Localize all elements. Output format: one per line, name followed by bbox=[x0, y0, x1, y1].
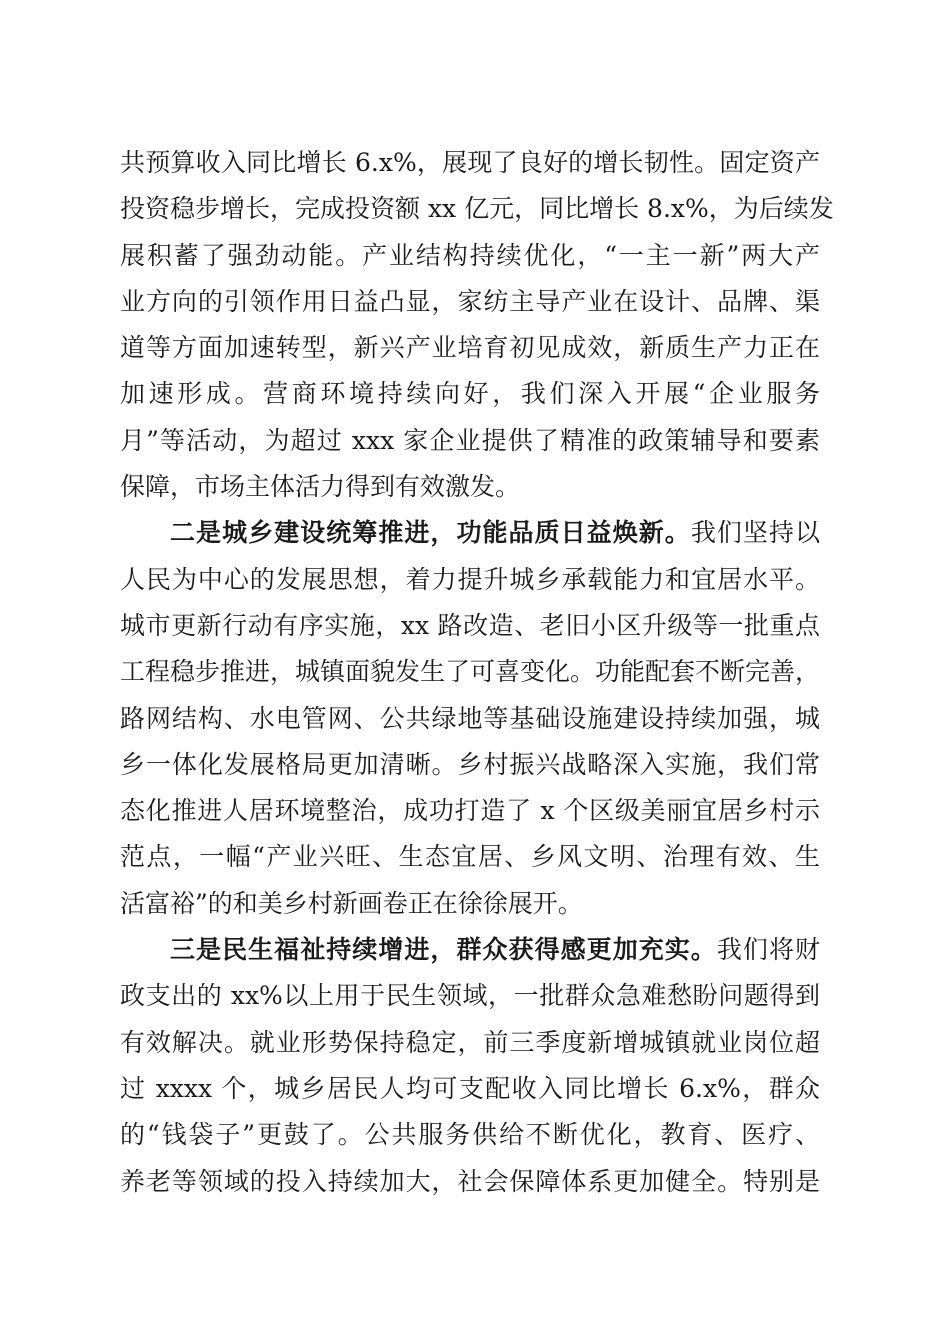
text-line: 路网结构、水电管网、公共绿地等基础设施建设持续加强，城 bbox=[120, 703, 820, 733]
text-line: 的“钱袋子”更鼓了。公共服务供给不断优化，教育、医疗、 bbox=[120, 1120, 820, 1150]
document-page bbox=[120, 140, 834, 1205]
text-line: 范点，一幅“产业兴旺、生态宜居、乡风文明、治理有效、生 bbox=[120, 842, 820, 872]
text-line: 人民为中心的发展思想，着力提升城乡承载能力和宜居水平。 bbox=[120, 564, 820, 594]
text-run: 我们将财 bbox=[716, 935, 820, 965]
text-line: 养老等领域的投入持续加大，社会保障体系更加健全。特别是 bbox=[120, 1166, 820, 1196]
paragraph-urban-rural bbox=[120, 510, 820, 927]
paragraph-first-line bbox=[120, 510, 820, 556]
text-line: 有效解决。就业形势保持稳定，前三季度新增城镇就业岗位超 bbox=[120, 1027, 820, 1057]
paragraph-fiscal-growth bbox=[120, 140, 834, 510]
text-line: 活富裕”的和美乡村新画卷正在徐徐展开。 bbox=[120, 888, 583, 918]
text-line: 投资稳步增长，完成投资额 xx 亿元，同比增长 8.x%，为后续发 bbox=[120, 194, 834, 224]
paragraph-heading: 二是城乡建设统筹推进，功能品质日益焕新。 bbox=[170, 518, 691, 548]
paragraph-livelihood bbox=[120, 927, 820, 1205]
text-line: 态化推进人居环境整治，成功打造了 x 个区级美丽宜居乡村示 bbox=[120, 796, 820, 826]
text-run: 我们坚持以 bbox=[690, 518, 820, 548]
text-line: 共预算收入同比增长 6.x%，展现了良好的增长韧性。固定资产 bbox=[120, 148, 820, 177]
text-line: 城市更新行动有序实施，xx 路改造、老旧小区升级等一批重点 bbox=[120, 610, 820, 640]
paragraph-heading: 三是民生福祉持续增进，群众获得感更加充实。 bbox=[170, 935, 717, 965]
text-line: 业方向的引领作用日益凸显，家纺主导产业在设计、品牌、渠 bbox=[120, 286, 820, 316]
text-line: 道等方面加速转型，新兴产业培育初见成效，新质生产力正在 bbox=[120, 333, 820, 363]
text-line: 月”等活动，为超过 xxx 家企业提供了精准的政策辅导和要素 bbox=[120, 425, 820, 455]
paragraph-first-line bbox=[120, 927, 820, 973]
text-line: 加速形成。营商环境持续向好，我们深入开展“企业服务 bbox=[120, 379, 820, 409]
text-line: 展积蓄了强劲动能。产业结构持续优化，“一主一新”两大产 bbox=[120, 240, 820, 270]
text-line: 过 xxxx 个，城乡居民人均可支配收入同比增长 6.x%，群众 bbox=[120, 1073, 820, 1103]
text-line: 保障，市场主体活力得到有效激发。 bbox=[120, 472, 521, 502]
text-line: 工程稳步推进，城镇面貌发生了可喜变化。功能配套不断完善， bbox=[120, 657, 821, 687]
text-line: 政支出的 xx%以上用于民生领域，一批群众急难愁盼问题得到 bbox=[120, 981, 820, 1011]
text-line: 乡一体化发展格局更加清晰。乡村振兴战略深入实施，我们常 bbox=[120, 749, 820, 779]
